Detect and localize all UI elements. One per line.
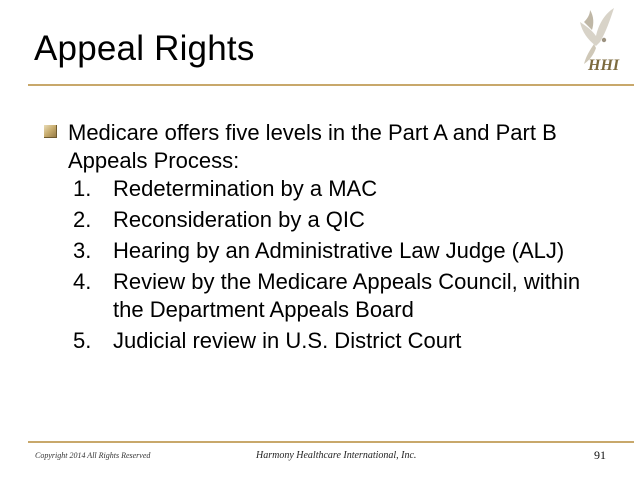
list-item-text: Judicial review in U.S. District Court bbox=[113, 328, 462, 353]
list-item-number: 5. bbox=[73, 328, 92, 353]
list-item bbox=[73, 175, 613, 203]
footer-copyright: Copyright 2014 All Rights Reserved bbox=[35, 451, 151, 460]
footer-company-name: Harmony Healthcare International, Inc. bbox=[256, 450, 417, 461]
list-item-text: Hearing by an Administrative Law Judge (ALJ) bbox=[113, 238, 565, 263]
list-item bbox=[73, 327, 613, 355]
list-item-number: 1. bbox=[73, 176, 92, 201]
svg-text:HHI: HHI bbox=[588, 57, 620, 74]
list-item bbox=[73, 268, 613, 324]
square-bullet-icon bbox=[44, 125, 57, 138]
list-item-number: 3. bbox=[73, 238, 92, 263]
title-divider bbox=[28, 84, 634, 86]
list-item-text: Reconsideration by a QIC bbox=[113, 207, 365, 232]
list-item-text: Redetermination by a MAC bbox=[113, 176, 378, 201]
bullet-text: Medicare offers five levels in the Part A and Part B Appeals Process: bbox=[68, 120, 557, 173]
list-item-number: 2. bbox=[73, 207, 92, 232]
appeal-levels-list bbox=[73, 175, 613, 358]
list-item bbox=[73, 206, 613, 234]
list-item-text: Review by the Medicare Appeals Council, within the Department Appeals Board bbox=[113, 269, 581, 322]
list-item-number: 4. bbox=[73, 269, 92, 294]
slide-title: Appeal Rights bbox=[34, 29, 255, 68]
footer-divider bbox=[28, 441, 634, 443]
page-number: 91 bbox=[594, 448, 606, 462]
list-item bbox=[73, 237, 613, 265]
dove-logo-icon bbox=[560, 4, 632, 82]
